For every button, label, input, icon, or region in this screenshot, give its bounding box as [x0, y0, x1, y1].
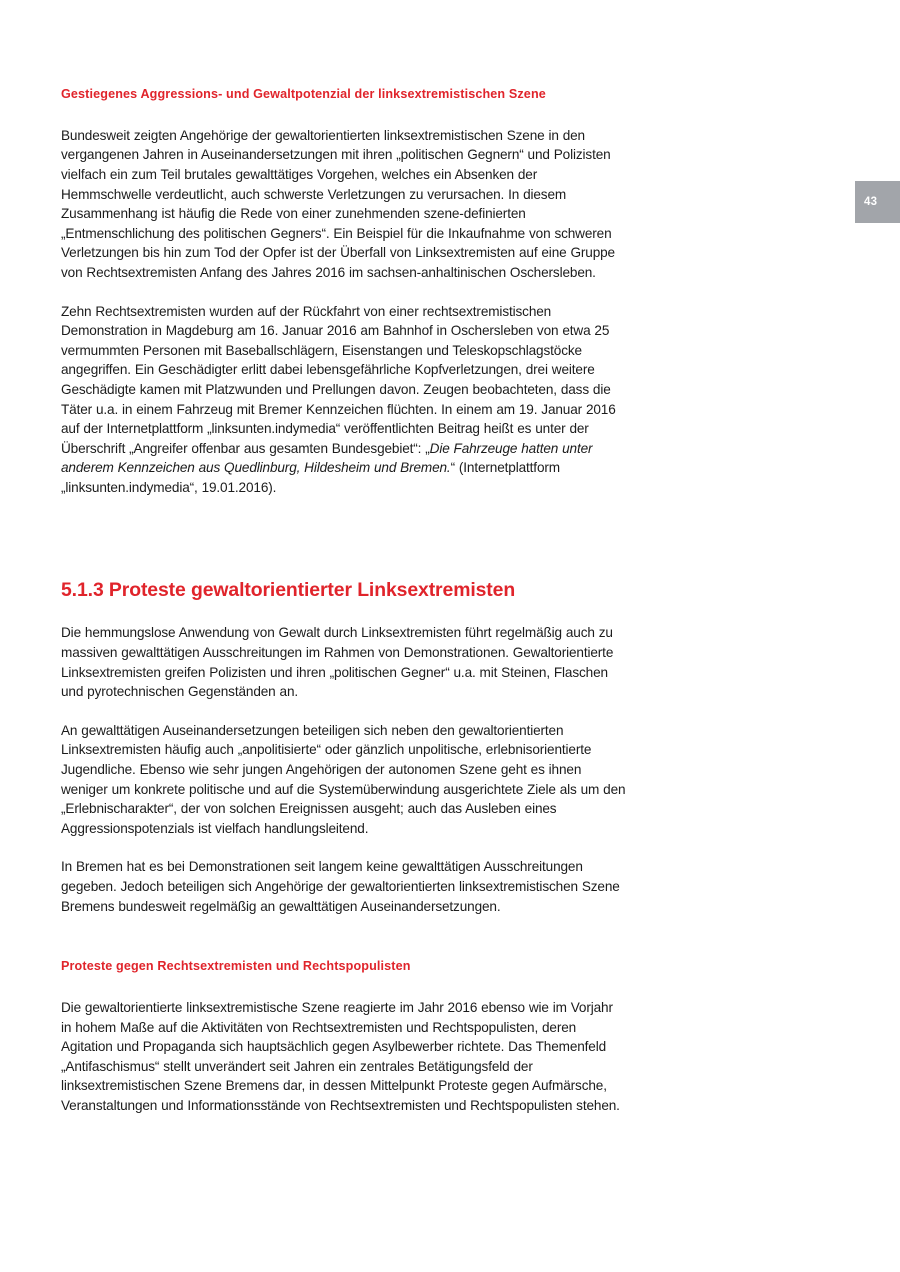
- section-heading-5-1-3: 5.1.3 Proteste gewaltorientierter Linksextremisten: [61, 579, 516, 602]
- paragraph-oschersleben-source: “ (Internetplattform „linksunten.indymedia“, 19.01.2016).: [61, 460, 560, 495]
- subheading-aggressionspotenzial: Gestiegenes Aggressions- und Gewaltpotenzial der linksextremistischen Szene: [61, 87, 546, 101]
- page-content-column: [61, 84, 627, 1116]
- spacer: [61, 702, 627, 721]
- page-number-badge: [855, 181, 900, 223]
- paragraph-bremen-demonstrationen: In Bremen hat es bei Demonstrationen seit langem keine gewalttätigen Ausschreitungen gegeben. Jedoch beteiligen sich Angehörige der gewaltorientierten linksextremistischen Szene Bremens bundesweit regelmäßig an gewalttätigen Auseinandersetzungen.: [61, 859, 620, 914]
- page-number-label: 43: [864, 196, 878, 208]
- paragraph-oschersleben: [61, 302, 627, 498]
- spacer: [61, 283, 627, 302]
- spacer: [61, 602, 627, 623]
- spacer: [61, 977, 627, 998]
- spacer: [61, 916, 627, 956]
- paragraph-oschersleben-text-before-quote: Zehn Rechtsextremisten wurden auf der Rückfahrt von einer rechtsextremistischen Demonstration in Magdeburg am 16. Januar 2016 am Bahnhof in Oschersleben von etwa 25 vermummten Personen mit Baseballschlägern, Eisenstangen und Teleskopschlagstöcke angegriffen. Ein Geschädigter erlitt dabei lebensgefährliche Kopfverletzungen, drei weitere Geschädigte kamen mit Platzwunden und Prellungen davon. Zeugen beobachteten, dass die Täter u.a. in einem Fahrzeug mit Bremer Kennzeichen flüchten. In einem am 19. Januar 2016 auf der Internetplattform „linksunten.indymedia“ veröffentlichten Beitrag heißt es unter der Überschrift „Angreifer offenbar aus gesamten Bundesgebiet“: „: [61, 303, 616, 456]
- spacer: [61, 497, 627, 578]
- paragraph-gewalttaetige-auseinandersetzungen: An gewalttätigen Auseinandersetzungen beteiligen sich neben den gewaltorientierten Linksextremisten häufig auch „anpolitisierte“ oder gänzlich unpolitische, erlebnisorientierte Jugendliche. Ebenso wie sehr jungen Angehörigen der autonomen Szene geht es ihnen weniger um konkrete politische und auf die Systemüberwindung ausgerichtete Ziele als um den „Erlebnischarakter“, der von solchen Ereignissen ausgeht; auch das Ausleben eines Aggressionspotenzials ist vielfach handlungsleitend.: [61, 722, 626, 836]
- indymedia-quote: Die Fahrzeuge hatten unter anderem Kennzeichen aus Quedlinburg, Hildesheim und Bremen.: [61, 440, 593, 476]
- spacer: [61, 838, 627, 857]
- paragraph-reaktion-rechtspopulisten: Die gewaltorientierte linksextremistische Szene reagierte im Jahr 2016 ebenso wie im Vorjahr in hohem Maße auf die Aktivitäten von Rechtsextremisten und Rechtspopulisten, deren Agitation und Propaganda sich hauptsächlich gegen Asylbewerber richtete. Das Themenfeld „Antifaschismus“ stellt unverändert seit Jahren ein zentrales Betätigungsfeld der linksextremistischen Szene Bremens dar, in dessen Mittelpunkt Proteste gegen Aufmärsche, Veranstaltungen und Informationsstände von Rechtsextremisten und Rechtspopulisten stehen.: [61, 1000, 620, 1113]
- spacer: [61, 105, 627, 126]
- subheading-proteste-rechtsextremisten: Proteste gegen Rechtsextremisten und Rechtspopulisten: [61, 959, 411, 974]
- paragraph-hemmungslose-anwendung: Die hemmungslose Anwendung von Gewalt durch Linksextremisten führt regelmäßig auch zu massiven gewalttätigen Ausschreitungen im Rahmen von Demonstrationen. Gewaltorientierte Linksextremisten greifen Polizisten und ihren „politischen Gegner“ u.a. mit Steinen, Flaschen und pyrotechnischen Gegenständen an.: [61, 625, 614, 700]
- paragraph-bundesweit: Bundesweit zeigten Angehörige der gewaltorientierten linksextremistischen Szene in den vergangenen Jahren in Auseinandersetzungen mit ihren „politischen Gegnern“ und Polizisten vielfach ein zum Teil brutales gewalttätiges Vorgehen, welches ein Absenken der Hemmschwelle verdeutlicht, auch schwerste Verletzungen zu verursachen. In diesem Zusammenhang ist häufig die Rede von einer zunehmenden szene-definierten „Entmenschlichung des politischen Gegners“. Ein Beispiel für die Inkaufnahme von schweren Verletzungen bis hin zum Tod der Opfer ist der Überfall von Linksextremisten auf eine Gruppe von Rechtsextremisten Anfang des Jahres 2016 im sachsen-anhaltinischen Oschersleben.: [61, 127, 615, 280]
